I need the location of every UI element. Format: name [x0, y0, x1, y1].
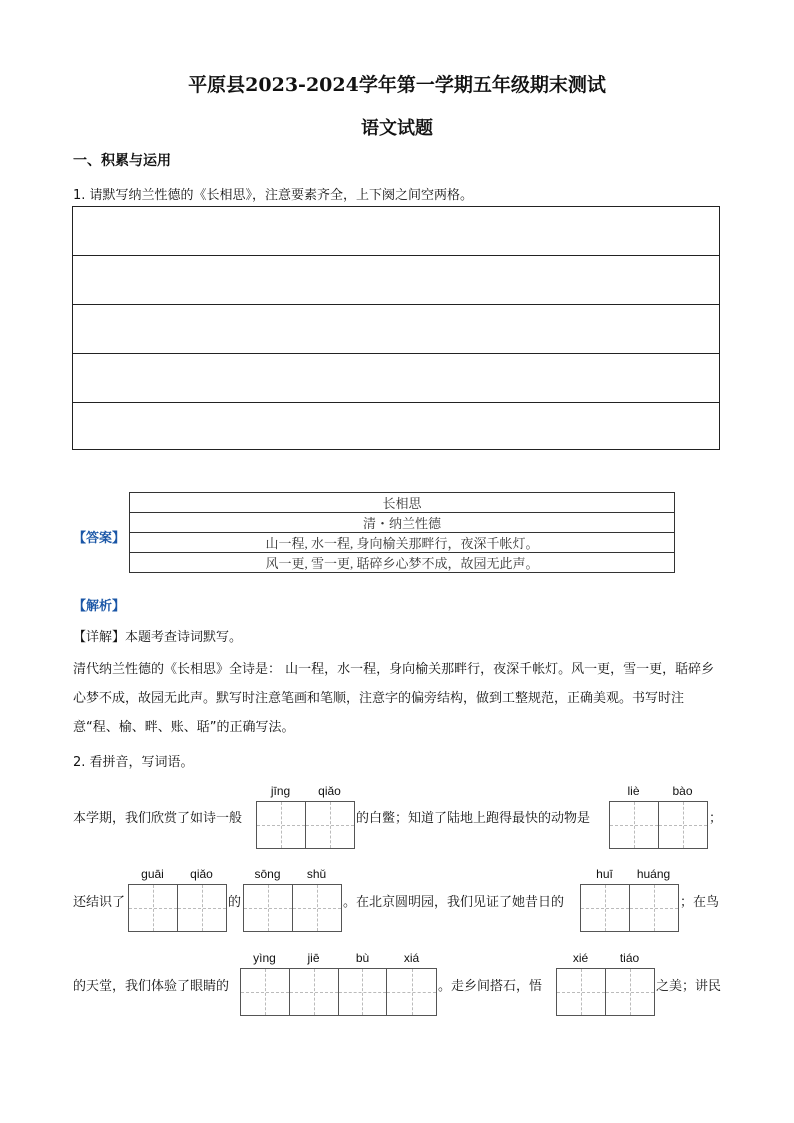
answer-row-line1: 山一程, 水一程, 身向榆关那畔行，夜深千帐灯。 — [130, 533, 675, 553]
q2-line1-text-c: ； — [709, 811, 723, 826]
pinyin-label: xié — [572, 951, 589, 965]
analysis-detail: 【详解】本题考查诗词默写。 — [73, 630, 243, 645]
pinyin-label: yìng — [253, 951, 276, 965]
section-heading: 一、积累与运用 — [73, 153, 171, 169]
write-cell[interactable] — [339, 969, 388, 1015]
write-cell[interactable] — [630, 885, 679, 931]
question-1-prompt: 1. 请默写纳兰性德的《长相思》，注意要素齐全，上下阕之间空两格。 — [73, 188, 474, 203]
q2-line3-text-b: 。走乡间搭石，悟 — [438, 979, 543, 994]
write-cell[interactable] — [581, 885, 630, 931]
write-cell[interactable] — [241, 969, 290, 1015]
write-cell[interactable] — [244, 885, 293, 931]
page-subtitle: 语文试题 — [361, 118, 433, 139]
write-grid-songshu[interactable] — [243, 884, 342, 932]
question-2-prompt: 2. 看拼音，写词语。 — [73, 755, 194, 770]
pinyin-label: tiáo — [619, 951, 640, 965]
answer-table — [129, 492, 675, 573]
pinyin-label: huī — [596, 867, 613, 881]
pinyin-label: bào — [672, 784, 693, 798]
writing-line — [73, 304, 719, 305]
q2-line2-text-c: 。在北京圆明园，我们见证了她昔日的 — [343, 895, 565, 910]
q2-line3-text-c: 之美；讲民 — [656, 979, 722, 994]
write-cell[interactable] — [606, 969, 655, 1015]
answer-row-line2: 风一更, 雪一更, 聒碎乡心梦不成，故园无此声。 — [130, 553, 675, 573]
q2-line1-text-b: 的白鳖；知道了陆地上跑得最快的动物是 — [356, 811, 591, 826]
write-grid-liebao[interactable] — [609, 801, 708, 849]
write-grid-huihuang[interactable] — [580, 884, 679, 932]
write-cell[interactable] — [306, 802, 355, 848]
write-grid-xietiao[interactable] — [556, 968, 655, 1016]
write-grid-yingjiebuxia[interactable] — [240, 968, 437, 1016]
write-cell[interactable] — [129, 885, 178, 931]
write-grid-jingqiao[interactable] — [256, 801, 355, 849]
q2-line2-text-b: 的 — [228, 895, 242, 910]
pinyin-label: qiǎo — [318, 784, 341, 798]
q2-line3-text-a: 的天堂，我们体验了眼睛的 — [73, 979, 230, 994]
q2-line2-text-d: ；在鸟 — [680, 895, 720, 910]
q2-line2-text-a: 还结识了 — [73, 895, 126, 910]
pinyin-label: shǔ — [306, 867, 327, 881]
answer-row-author: 清・纳兰性德 — [130, 513, 675, 533]
analysis-label: 【解析】 — [73, 599, 126, 614]
writing-line — [73, 402, 719, 403]
writing-line — [73, 353, 719, 354]
pinyin-label: sōng — [254, 867, 281, 881]
page-title: 平原县2023-2024学年第一学期五年级期末测试 — [188, 74, 606, 96]
pinyin-label: xiá — [403, 951, 420, 965]
write-cell[interactable] — [257, 802, 306, 848]
write-cell[interactable] — [610, 802, 659, 848]
answer-writing-box[interactable] — [72, 206, 720, 450]
pinyin-label: jīng — [270, 784, 291, 798]
pinyin-label: liè — [627, 784, 640, 798]
pinyin-label: bù — [355, 951, 370, 965]
q2-line1-text-a: 本学期，我们欣赏了如诗一般 — [73, 811, 243, 826]
write-cell[interactable] — [178, 885, 227, 931]
answer-row-title: 长相思 — [130, 493, 675, 513]
answer-label: 【答案】 — [73, 531, 126, 546]
pinyin-label: jiē — [307, 951, 320, 965]
pinyin-label: huáng — [636, 867, 671, 881]
write-cell[interactable] — [290, 969, 339, 1015]
write-cell[interactable] — [293, 885, 342, 931]
analysis-paragraph: 清代纳兰性德的《长相思》全诗是： 山一程，水一程，身向榆关那畔行，夜深千帐灯。风一更，雪一更，聒碎乡心梦不成，故园无此声。默写时注意笔画和笔顺，注意字的偏旁结构，做到工整规范，正确美观。书写时注意“程、榆、畔、账、聒”的正确写法。 — [73, 662, 715, 735]
writing-line — [73, 255, 719, 256]
write-grid-guaiqiao[interactable] — [128, 884, 227, 932]
write-cell[interactable] — [387, 969, 436, 1015]
pinyin-label: guāi — [141, 867, 164, 881]
pinyin-label: qiǎo — [190, 867, 213, 881]
write-cell[interactable] — [557, 969, 606, 1015]
write-cell[interactable] — [659, 802, 708, 848]
